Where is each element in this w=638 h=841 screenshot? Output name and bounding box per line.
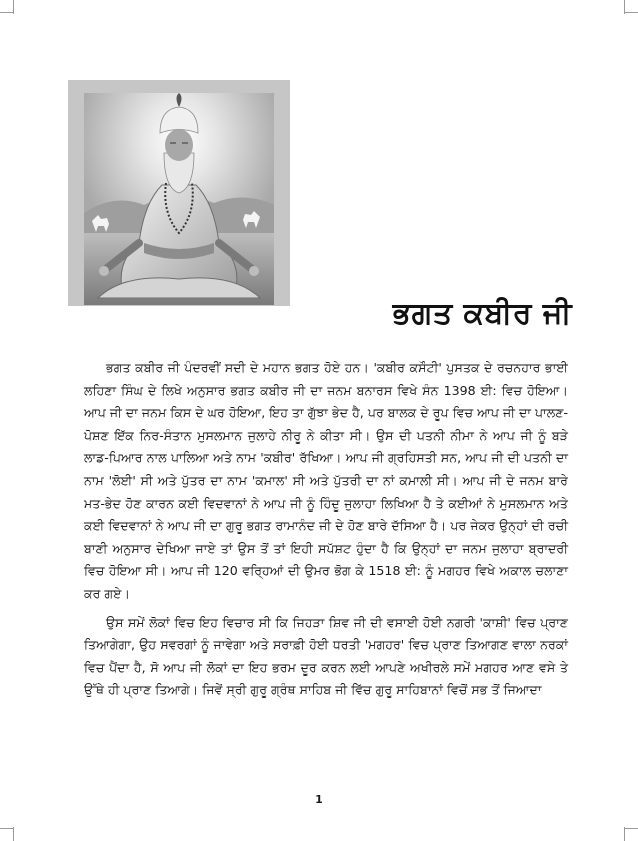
page-number: 1 xyxy=(315,793,323,806)
crop-mark xyxy=(624,0,625,14)
page-title: ਭਗਤ ਕਬੀਰ ਜੀ xyxy=(392,296,572,332)
paragraph: ਭਗਤ ਕਬੀਰ ਜੀ ਪੰਦਰਵੀਂ ਸਦੀ ਦੇ ਮਹਾਨ ਭਗਤ ਹੋਏ ਹਨ। 'ਕਬੀਰ ਕਸੌਟੀ' ਪੁਸਤਕ ਦੇ ਰਚਨਹਾਰ ਭਾਈ ਲਹਿਣਾ ਸਿੰਘ ਦੇ ਲਿਖੇ ਅਨੁਸਾਰ ਭਗਤ ਕਬੀਰ ਜੀ ਦਾ ਜਨਮ ਬਨਾਰਸ ਵਿਖੇ ਸੰਨ 1398 ਈ: ਵਿਚ ਹੋਇਆ। ਆਪ ਜੀ ਦਾ ਜਨਮ ਕਿਸ ਦੇ ਘਰ ਹੋਇਆ, ਇਹ ਤਾ ਗੁੱਝਾ ਭੇਦ ਹੈ, ਪਰ ਬਾਲਕ ਦੇ ਰੂਪ ਵਿਚ ਆਪ ਜੀ ਦਾ ਪਾਲਣ-ਪੋਸ਼ਣ ਇੱਕ ਨਿਰ-ਸੰਤਾਨ ਮੁਸਲਮਾਨ ਜੁਲਾਹੇ ਨੀਰੂ ਨੇ ਕੀਤਾ ਸੀ। ਉਸ ਦੀ ਪਤਨੀ ਨੀਮਾ ਨੇ ਆਪ ਜੀ ਨੂੰ ਬੜੇ ਲਾਡ-ਪਿਆਰ ਨਾਲ ਪਾਲਿਆ ਅਤੇ ਨਾਮ 'ਕਬੀਰ' ਰੱਖਿਆ। ਆਪ ਜੀ ਗ੍ਰਹਿਸਤੀ ਸਨ, ਆਪ ਜੀ ਦੀ ਪਤਨੀ ਦਾ ਨਾਮ 'ਲੋਈ' ਸੀ ਅਤੇ ਪੁੱਤਰ ਦਾ ਨਾਮ 'ਕਮਾਲ' ਸੀ ਅਤੇ ਪੁੱਤਰੀ ਦਾ ਨਾਂ ਕਮਾਲੀ ਸੀ। ਆਪ ਜੀ ਦੇ ਜਨਮ ਬਾਰੇ ਮਤ-ਭੇਦ ਹੋਣ ਕਾਰਨ ਕਈ ਵਿਦਵਾਨਾਂ ਨੇ ਆਪ ਜੀ ਨੂੰ ਹਿੰਦੂ ਜੁਲਾਹਾ ਲਿਖਿਆ ਹੈ ਤੇ ਕਈਆਂ ਨੇ ਮੁਸਲਮਾਨ ਅਤੇ ਕਈ ਵਿਦਵਾਨਾਂ ਨੇ ਆਪ ਜੀ ਦਾ ਗੁਰੂ ਭਗਤ ਰਾਮਾਨੰਦ ਜੀ ਦੇ ਹੋਣ ਬਾਰੇ ਦੱਸਿਆ ਹੈ। ਪਰ ਜੇਕਰ ਉਨ੍ਹਾਂ ਦੀ ਰਚੀ ਬਾਣੀ ਅਨੁਸਾਰ ਦੇਖਿਆ ਜਾਏ ਤਾਂ ਉਸ ਤੋਂ ਤਾਂ ਇਹੀ ਸਪੱਸ਼ਟ ਹੁੰਦਾ ਹੈ ਕਿ ਉਨ੍ਹਾਂ ਦਾ ਜਨਮ ਜੁਲਾਹਾ ਬ੍ਰਾਦਰੀ ਵਿਚ ਹੋਇਆ ਸੀ। ਆਪ ਜੀ 120 ਵਰ੍ਹਿਆਂ ਦੀ ਉਮਰ ਭੋਗ ਕੇ 1518 ਈ: ਨੂੰ ਮਗਹਰ ਵਿਖੇ ਅਕਾਲ ਚਲਾਣਾ ਕਰ ਗਏ। xyxy=(84,360,568,601)
body-text xyxy=(84,357,568,702)
crop-mark xyxy=(0,12,14,13)
crop-mark xyxy=(13,0,14,14)
crop-mark xyxy=(13,827,14,841)
crop-mark xyxy=(0,828,14,829)
crop-mark xyxy=(624,12,638,13)
crop-mark xyxy=(624,828,638,829)
portrait-image xyxy=(84,93,274,305)
paragraph: ਉਸ ਸਮੇਂ ਲੋਕਾਂ ਵਿਚ ਇਹ ਵਿਚਾਰ ਸੀ ਕਿ ਜਿਹੜਾ ਸ਼ਿਵ ਜੀ ਦੀ ਵਸਾਈ ਹੋਈ ਨਗਰੀ 'ਕਾਸ਼ੀ' ਵਿਚ ਪ੍ਰਾਣ ਤਿਆਗੇਗਾ, ਉਹ ਸਵਰਗਾਂ ਨੂੰ ਜਾਵੇਗਾ ਅਤੇ ਸਰਾਫ਼ੀ ਹੋਈ ਧਰਤੀ 'ਮਗਹਰ' ਵਿਚ ਪ੍ਰਾਣ ਤਿਆਗਣ ਵਾਲਾ ਨਰਕਾਂ ਵਿਚ ਪੈਂਦਾ ਹੈ, ਸੋ ਆਪ ਜੀ ਲੋਕਾਂ ਦਾ ਇਹ ਭਰਮ ਦੂਰ ਕਰਨ ਲਈ ਆਪਣੇ ਅਖੀਰਲੇ ਸਮੇਂ ਮਗਹਰ ਆਣ ਵਸੇ ਤੇ ਉੱਥੇ ਹੀ ਪ੍ਰਾਣ ਤਿਆਗੇ। ਜਿਵੇਂ ਸ੍ਰੀ ਗੁਰੂ ਗ੍ਰੰਥ ਸਾਹਿਬ ਜੀ ਵਿੱਚ ਗੁਰੂ ਸਾਹਿਬਾਨਾਂ ਵਿਚੋਂ ਸਭ ਤੋਂ ਜਿਆਦਾ xyxy=(84,614,568,698)
crop-mark xyxy=(624,827,625,841)
